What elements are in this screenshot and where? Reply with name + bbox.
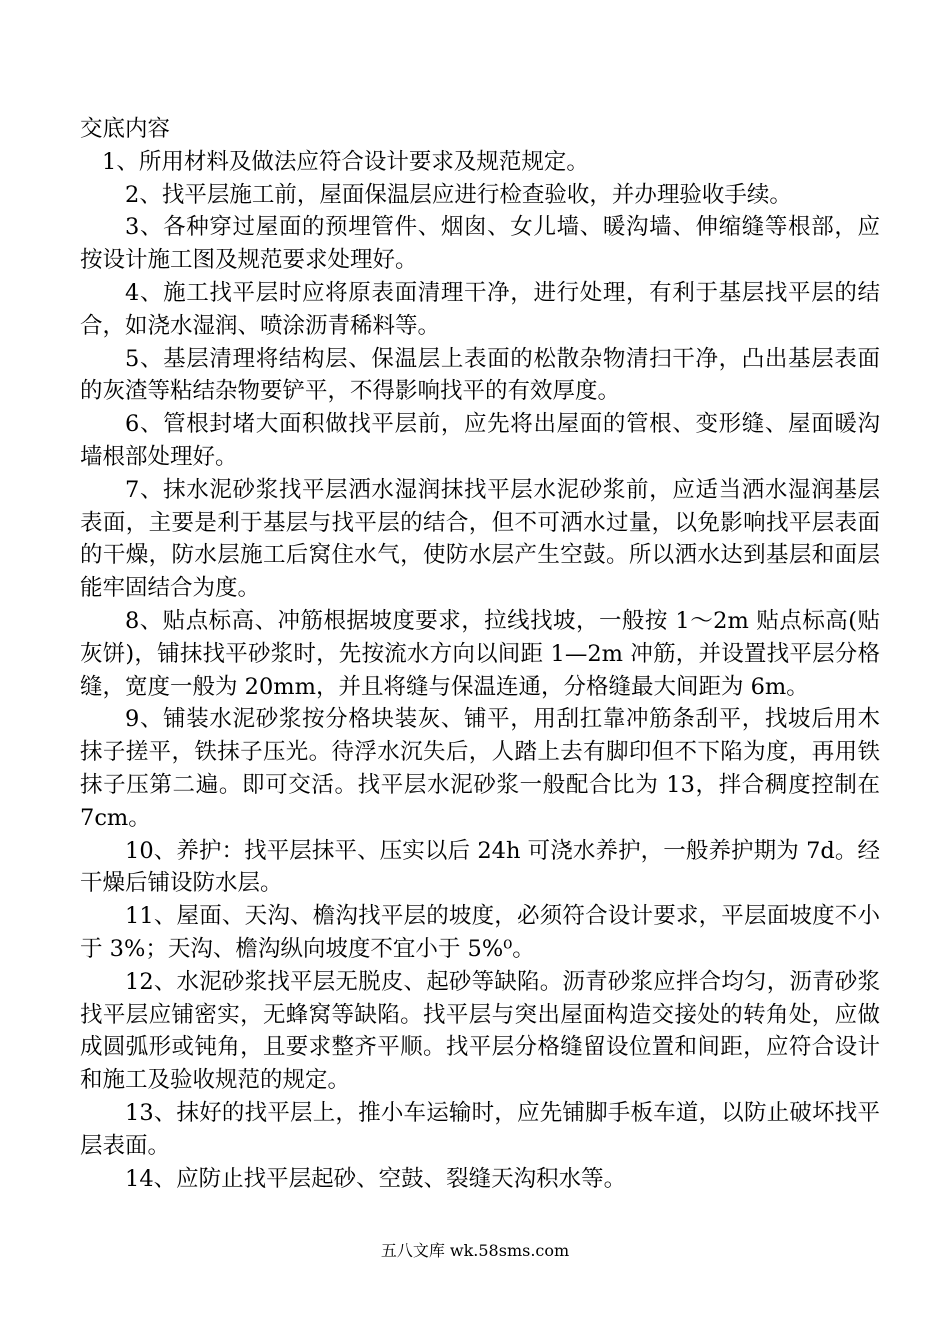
section-heading: 交底内容 [80,116,171,142]
document-body [80,113,880,1195]
paragraph-14: 14、应防止找平层起砂、空鼓、裂缝天沟积水等。 [125,1165,627,1192]
paragraph-11: 11、屋面、天沟、檐沟找平层的坡度，必须符合设计要求，平层面坡度不小于 3%；天沟、檐沟纵向坡度不宜小于 5%⁰。 [80,903,880,962]
paragraph-12: 12、水泥砂浆找平层无脱皮、起砂等缺陷。沥青砂浆应拌合均匀，沥青砂浆找平层应铺密实，无蜂窝等缺陷。找平层与突出屋面构造交接处的转角处，应做成圆弧形或钝角，且要求整齐平顺。找平层分格缝留设位置和间距，应符合设计和施工及验收规范的规定。 [80,968,880,1094]
paragraph-3: 3、各种穿过屋面的预埋管件、烟囱、女儿墙、暖沟墙、伸缩缝等根部，应按设计施工图及规范要求处理好。 [80,214,880,274]
paragraph-10: 10、养护：找平层抹平、压实以后 24h 可浇水养护，一般养护期为 7d。经干燥后铺设防水层。 [80,837,880,897]
paragraph-1: 1、所用材料及做法应符合设计要求及规范规定。 [102,148,589,175]
paragraph-8: 8、贴点标高、冲筋根据坡度要求，拉线找坡，一般按 1～2m 贴点标高(贴灰饼)，铺抹找平砂浆时，先按流水方向以间距 1—2m 冲筋，并设置找平层分格缝，宽度一般为 20mm，并且将缝与保温连通，分格缝最大间距为 6m。 [80,607,880,700]
paragraph-13: 13、抹好的找平层上，推小车运输时，应先铺脚手板车道，以防止破坏找平层表面。 [80,1099,880,1159]
paragraph-7: 7、抹水泥砂浆找平层洒水湿润抹找平层水泥砂浆前，应适当洒水湿润基层表面，主要是利于基层与找平层的结合，但不可洒水过量，以免影响找平层表面的干燥，防水层施工后窝住水气，使防水层产生空鼓。所以洒水达到基层和面层能牢固结合为度。 [80,476,880,602]
page-footer: 五八文库 wk.58sms.com [380,1241,570,1260]
paragraph-6: 6、管根封堵大面积做找平层前，应先将出屋面的管根、变形缝、屋面暖沟墙根部处理好。 [80,411,880,470]
paragraph-9: 9、铺装水泥砂浆按分格块装灰、铺平，用刮扛靠冲筋条刮平，找坡后用木抹子搓平，铁抹子压光。待浮水沉失后，人踏上去有脚印但不下陷为度，再用铁抹子压第二遍。即可交活。找平层水泥砂浆一般配合比为 13，拌合稠度控制在 7cm。 [80,706,880,831]
paragraph-5: 5、基层清理将结构层、保温层上表面的松散杂物清扫干净，凸出基层表面的灰渣等粘结杂物要铲平，不得影响找平的有效厚度。 [80,345,880,405]
paragraph-2: 2、找平层施工前，屋面保温层应进行检查验收，并办理验收手续。 [125,181,792,208]
paragraph-4: 4、施工找平层时应将原表面清理干净，进行处理，有利于基层找平层的结合，如浇水湿润、喷涂沥青稀料等。 [80,279,880,339]
